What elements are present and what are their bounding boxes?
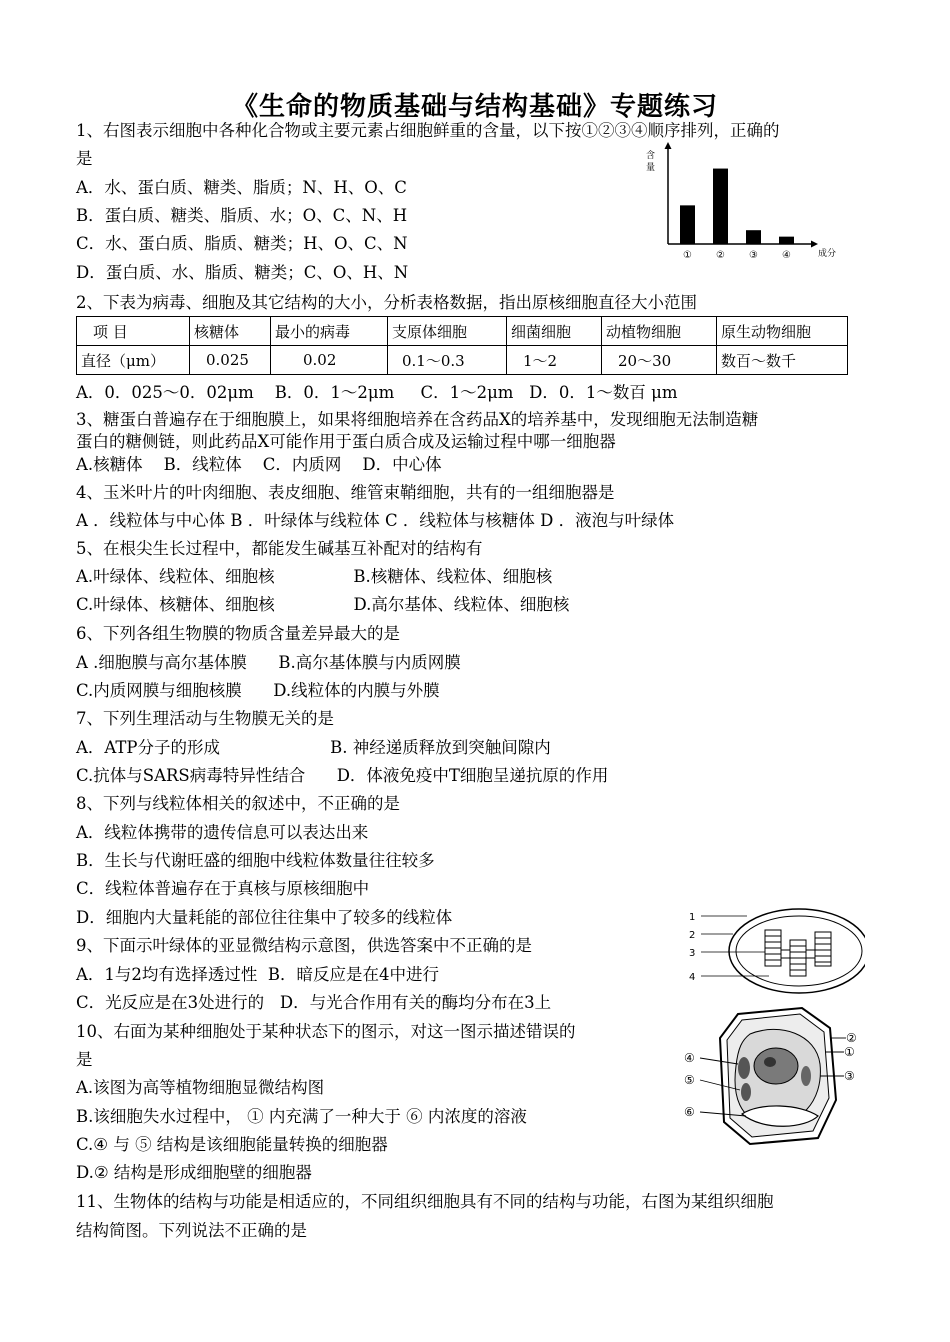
label-circled-2: ② xyxy=(846,1031,857,1045)
q4-options: A ．线粒体与中心体 B ．叶绿体与线粒体 C ．线粒体与核糖体 D ．液泡与叶绿体 xyxy=(76,511,675,530)
chart-bar xyxy=(779,237,794,244)
nucleus xyxy=(754,1048,798,1084)
q3-stem: 3、糖蛋白普遍存在于细胞膜上，如果将细胞培养在含药品X的培养基中，发现细胞无法制造糖 xyxy=(76,410,759,429)
q1-stem-cont: 是 xyxy=(76,149,93,168)
q8-option-b: B．生长与代谢旺盛的细胞中线粒体数量往往较多 xyxy=(76,851,435,870)
table-header-cell: 细菌细胞 xyxy=(507,317,602,346)
table-header-cell: 支原体细胞 xyxy=(388,317,507,346)
q5-options-ab: A.叶绿体、线粒体、细胞核 B.核糖体、线粒体、细胞核 xyxy=(76,567,553,586)
size-table xyxy=(76,316,848,375)
chart-bar xyxy=(713,169,728,244)
label-1: 1 xyxy=(689,912,696,923)
table-cell: 数百～数千 xyxy=(717,346,848,375)
q6-stem: 6、下列各组生物膜的物质含量差异最大的是 xyxy=(76,624,400,643)
q5-stem: 5、在根尖生长过程中，都能发生碱基互补配对的结构有 xyxy=(76,539,483,558)
chloroplast-diagram xyxy=(685,906,865,998)
q10-stem: 10、右面为某种细胞处于某种状态下的图示，对这一图示描述错误的 xyxy=(76,1022,576,1041)
label-lines xyxy=(701,916,769,976)
q10-option-d: D.② 结构是形成细胞壁的细胞器 xyxy=(76,1163,312,1182)
q10-option-c: C.④ 与 ⑤ 结构是该细胞能量转换的细胞器 xyxy=(76,1135,388,1154)
label-circled-1: ① xyxy=(844,1045,855,1059)
q1-option-d: D．蛋白质、水、脂质、糖类；C、O、H、N xyxy=(76,263,409,282)
chart-y-label-2: 量 xyxy=(646,163,656,173)
q7-options-ab: A．ATP分子的形成 B. 神经递质释放到突触间隙内 xyxy=(76,738,551,757)
chart-x-label: 成分 xyxy=(818,249,837,259)
q7-stem: 7、下列生理活动与生物膜无关的是 xyxy=(76,709,334,728)
table-header-cell: 项 目 xyxy=(77,317,190,346)
q1-stem: 1、右图表示细胞中各种化合物或主要元素占细胞鲜重的含量，以下按①②③④顺序排列，正确的 xyxy=(76,121,780,140)
label-2: 2 xyxy=(689,930,696,941)
chart-y-label-1: 含 xyxy=(646,151,656,161)
q5-options-cd: C.叶绿体、核糖体、细胞核 D.高尔基体、线粒体、细胞核 xyxy=(76,595,570,614)
chart-tick-label: ③ xyxy=(749,250,758,261)
label-4: 4 xyxy=(689,972,696,983)
q8-option-a: A．线粒体携带的遗传信息可以表达出来 xyxy=(76,823,369,842)
q10-option-a: A.该图为高等植物细胞显微结构图 xyxy=(76,1078,325,1097)
q9-options-cd: C．光反应是在3处进行的 D．与光合作用有关的酶均分布在3上 xyxy=(76,993,552,1012)
q9-options-ab: A．1与2均有选择透过性 B．暗反应是在4中进行 xyxy=(76,965,440,984)
table-cell: 20～30 xyxy=(602,346,717,375)
chart-tick-label: ② xyxy=(716,250,725,261)
label-circled-6: ⑥ xyxy=(684,1105,695,1119)
table-cell: 1～2 xyxy=(507,346,602,375)
table-cell: 0.1～0.3 xyxy=(388,346,507,375)
organelle-shape xyxy=(801,1066,811,1086)
q1-bar-chart xyxy=(640,140,840,266)
q8-option-c: C．线粒体普遍存在于真核与原核细胞中 xyxy=(76,879,370,898)
table-header-cell: 动植物细胞 xyxy=(602,317,717,346)
table-header-row xyxy=(77,317,848,346)
nucleolus xyxy=(764,1057,776,1067)
q9-stem: 9、下面示叶绿体的亚显微结构示意图，供选答案中不正确的是 xyxy=(76,936,532,955)
q7-options-cd: C.抗体与SARS病毒特异性结合 D．体液免疫中T细胞呈递抗原的作用 xyxy=(76,766,609,785)
chart-tick-label: ① xyxy=(683,250,692,261)
q1-option-a: A．水、蛋白质、糖类、脂质；N、H、O、C xyxy=(76,178,407,197)
page-title: 《生命的物质基础与结构基础》专题练习 xyxy=(231,92,718,122)
q11-stem-cont: 结构简图。下列说法不正确的是 xyxy=(76,1221,307,1240)
label-3: 3 xyxy=(689,948,696,959)
q6-options-cd: C.内质网膜与细胞核膜 D.线粒体的内膜与外膜 xyxy=(76,681,440,700)
label-circled-4: ④ xyxy=(684,1051,695,1065)
q2-options: A．0．025～0．02μm B．0．1～2μm C．1～2μm D．0．1～数百 μm xyxy=(76,383,678,402)
chart-bar xyxy=(680,205,695,244)
q4-stem: 4、玉米叶片的叶肉细胞、表皮细胞、维管束鞘细胞，共有的一组细胞器是 xyxy=(76,483,615,502)
label-circled-5: ⑤ xyxy=(684,1073,695,1087)
table-cell: 0.02 xyxy=(271,346,388,375)
table-header-cell: 原生动物细胞 xyxy=(717,317,848,346)
q8-stem: 8、下列与线粒体相关的叙述中，不正确的是 xyxy=(76,794,400,813)
chart-y-arrow xyxy=(665,142,672,149)
table-header-cell: 最小的病毒 xyxy=(271,317,388,346)
chart-tick-label: ④ xyxy=(782,250,791,261)
q3-options: A.核糖体 B．线粒体 C．内质网 D．中心体 xyxy=(76,455,442,474)
table-header-cell: 核糖体 xyxy=(190,317,271,346)
q10-option-b: B.该细胞失水过程中， ① 内充满了一种大于 ⑥ 内浓度的溶液 xyxy=(76,1107,527,1126)
q1-option-c: C．水、蛋白质、脂质、糖类；H、O、C、N xyxy=(76,234,408,253)
q3-stem-cont: 蛋白的糖侧链，则此药品X可能作用于蛋白质合成及运输过程中哪一细胞器 xyxy=(76,432,616,451)
grana-stacks xyxy=(765,930,831,976)
table-row xyxy=(77,346,848,375)
label-circled-3: ③ xyxy=(844,1069,855,1083)
plant-cell-diagram xyxy=(680,1004,870,1150)
table-cell: 0.025 xyxy=(190,346,271,375)
chloroplast-shape xyxy=(738,1057,750,1079)
q11-stem: 11、生物体的结构与功能是相适应的，不同组织细胞具有不同的结构与功能，右图为某组织细胞 xyxy=(76,1192,774,1211)
q1-option-b: B．蛋白质、糖类、脂质、水；O、C、N、H xyxy=(76,206,408,225)
q6-options-ab: A .细胞膜与高尔基体膜 B.高尔基体膜与内质网膜 xyxy=(76,653,461,672)
table-cell: 直径（μm） xyxy=(77,346,190,375)
mitochondrion-shape xyxy=(741,1083,751,1101)
q2-stem: 2、下表为病毒、细胞及其它结构的大小，分析表格数据，指出原核细胞直径大小范围 xyxy=(76,293,697,312)
chart-x-arrow xyxy=(811,241,818,248)
q8-option-d: D．细胞内大量耗能的部位往往集中了较多的线粒体 xyxy=(76,908,453,927)
chart-bar xyxy=(746,230,761,244)
q10-stem-cont: 是 xyxy=(76,1050,93,1069)
